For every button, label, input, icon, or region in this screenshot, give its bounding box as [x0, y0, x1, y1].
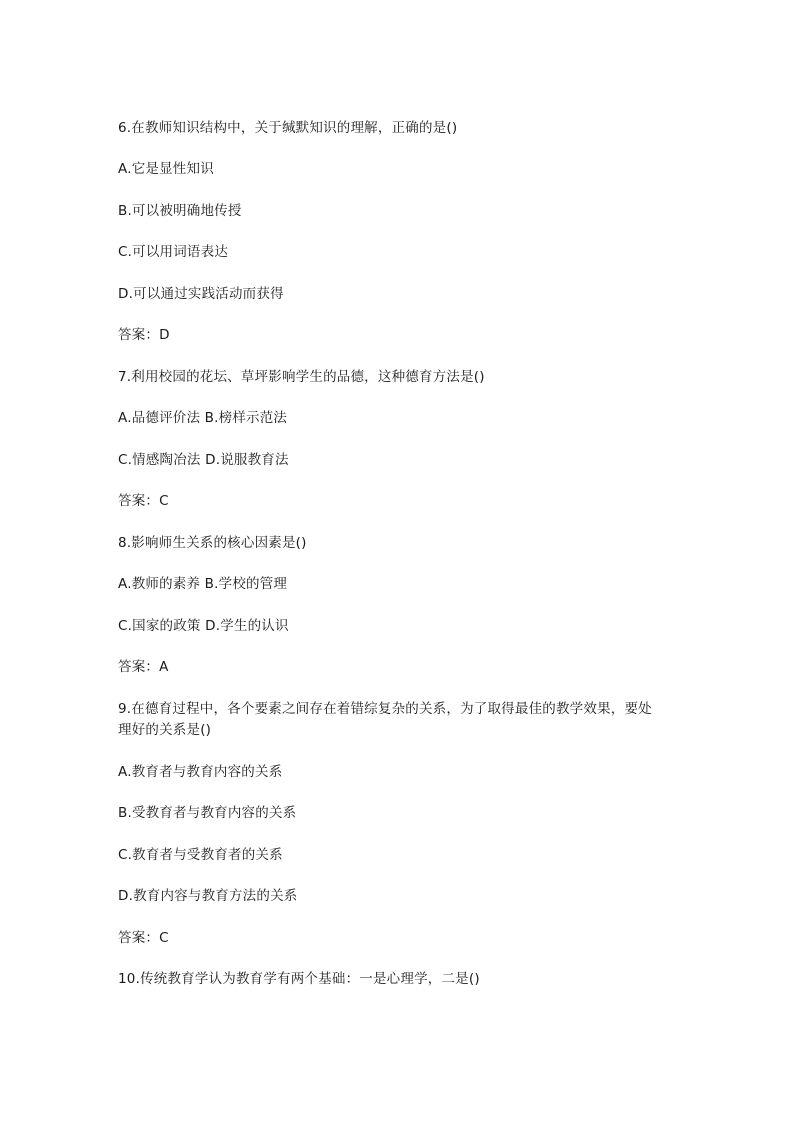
question-6-option-a: A.它是显性知识	[118, 161, 214, 177]
question-8-options-ab: A.教师的素养 B.学校的管理	[118, 576, 288, 592]
question-6-stem: 6.在教师知识结构中，关于缄默知识的理解，正确的是()	[118, 120, 458, 136]
question-7-answer: 答案：C	[118, 493, 169, 509]
question-9-option-b: B.受教育者与教育内容的关系	[118, 805, 297, 821]
question-6-option-c: C.可以用词语表达	[118, 244, 229, 260]
question-7-options-ab: A.品德评价法 B.榜样示范法	[118, 410, 288, 426]
question-9-stem-line-1: 9.在德育过程中，各个要素之间存在着错综复杂的关系，为了取得最佳的教学效果，要处	[118, 701, 652, 717]
question-9-stem-line-2: 理好的关系是()	[118, 722, 212, 738]
question-6-option-b: B.可以被明确地传授	[118, 203, 242, 219]
question-9-option-a: A.教育者与教育内容的关系	[118, 764, 283, 780]
question-9-answer: 答案：C	[118, 930, 169, 946]
question-8-answer: 答案：A	[118, 659, 169, 675]
question-7-options-cd: C.情感陶冶法 D.说服教育法	[118, 452, 289, 468]
question-8-stem: 8.影响师生关系的核心因素是()	[118, 535, 307, 551]
question-6-answer: 答案：D	[118, 327, 170, 343]
question-9-option-c: C.教育者与受教育者的关系	[118, 847, 283, 863]
question-6-option-d: D.可以通过实践活动而获得	[118, 286, 284, 302]
question-8-options-cd: C.国家的政策 D.学生的认识	[118, 618, 289, 634]
question-9-option-d: D.教育内容与教育方法的关系	[118, 888, 298, 904]
question-10-stem: 10.传统教育学认为教育学有两个基础：一是心理学，二是()	[118, 971, 480, 987]
question-7-stem: 7.利用校园的花坛、草坪影响学生的品德，这种德育方法是()	[118, 369, 485, 385]
